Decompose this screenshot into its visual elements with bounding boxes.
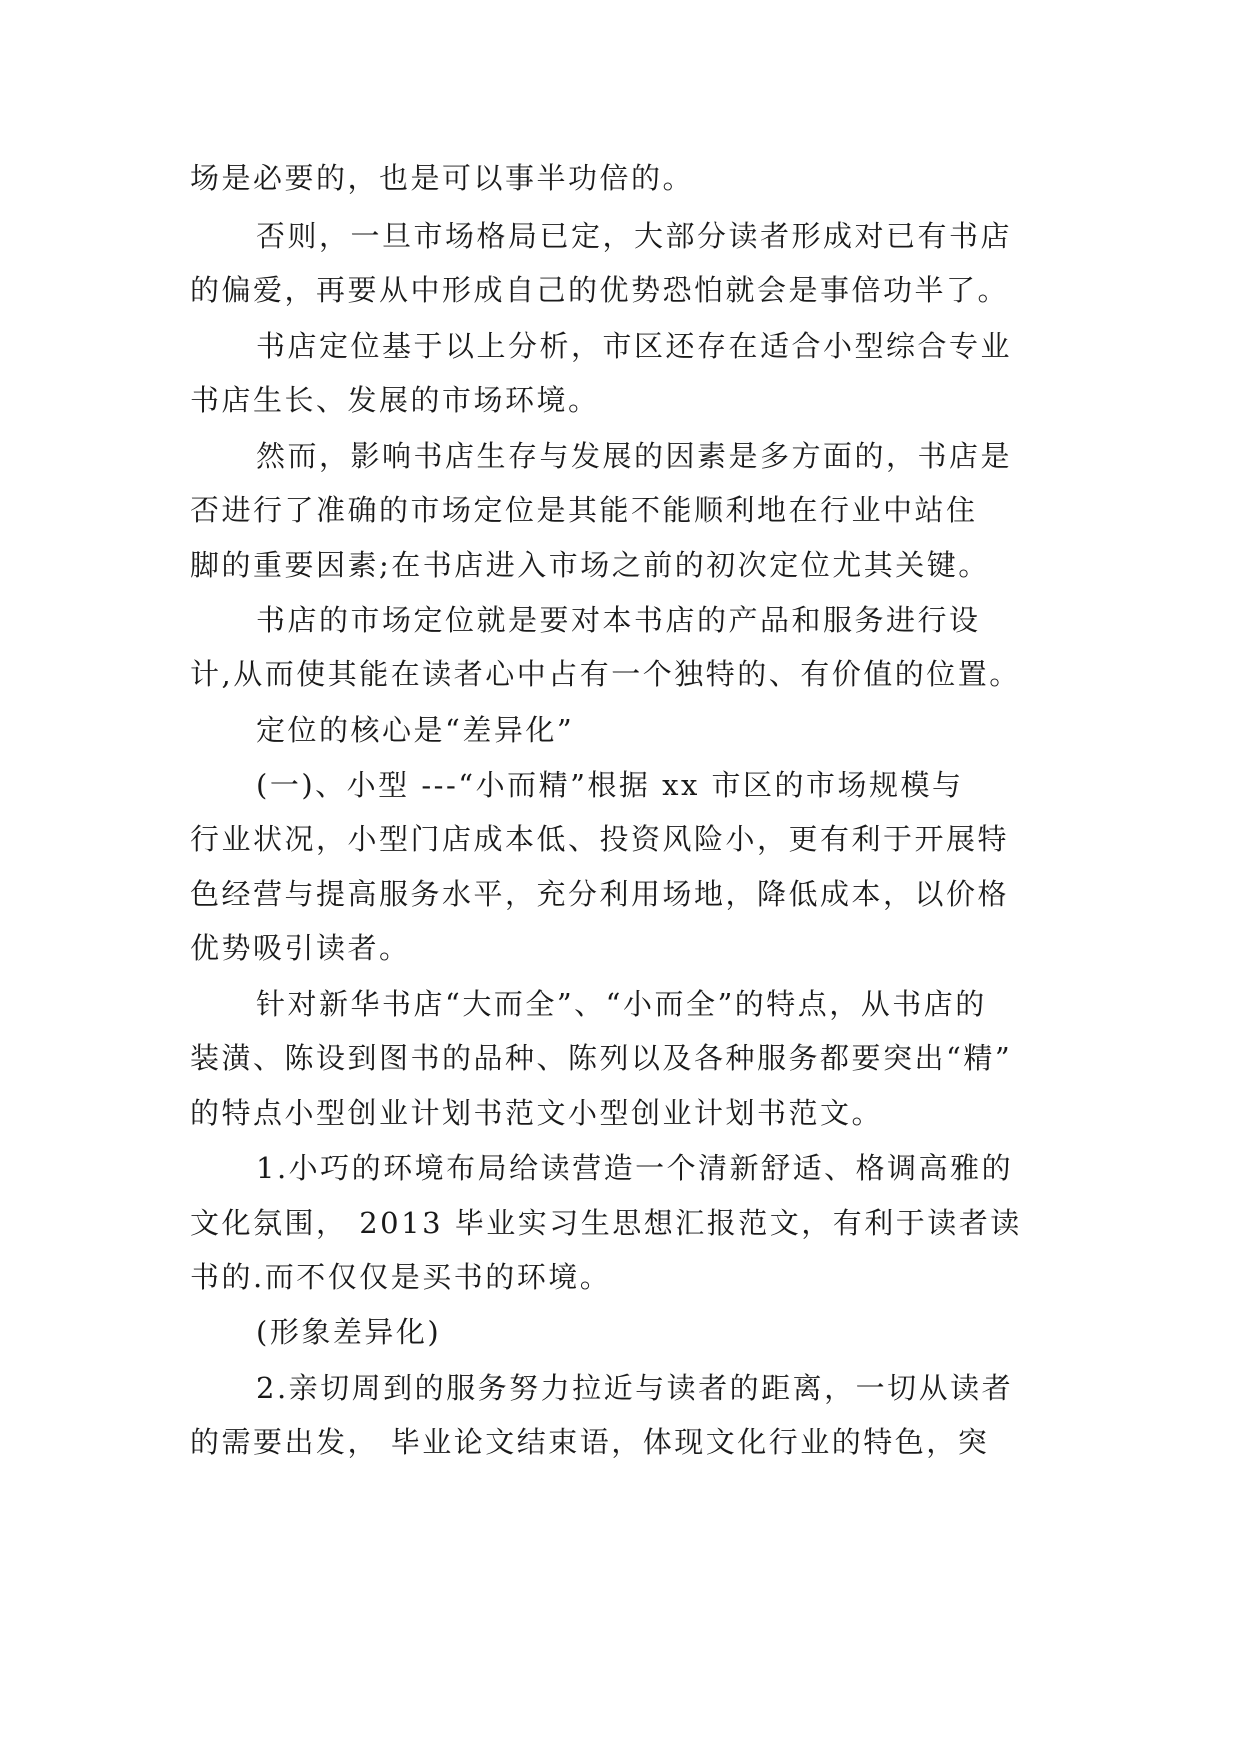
text-line: 行业状况，小型门店成本低、投资风险小，更有利于开展特	[190, 822, 1010, 856]
text-line: 然而，影响书店生存与发展的因素是多方面的，书店是	[256, 439, 1013, 473]
text-line: 否进行了准确的市场定位是其能不能顺利地在行业中站住	[190, 493, 978, 527]
text-line: 2.亲切周到的服务努力拉近与读者的距离，一切从读者	[256, 1371, 1014, 1405]
text-line: 书的.而不仅仅是买书的环境。	[190, 1260, 612, 1294]
text-line: 装潢、陈设到图书的品种、陈列以及各种服务都要突出“精”	[190, 1041, 1013, 1075]
text-line: (形象差异化)	[256, 1315, 442, 1349]
text-line: 色经营与提高服务水平，充分利用场地，降低成本，以价格	[190, 877, 1010, 911]
text-line: 优势吸引读者。	[190, 931, 411, 965]
text-line: (一)、小型 ---“小而精”根据 xx 市区的市场规模与	[256, 768, 964, 802]
text-line: 的偏爱，再要从中形成自己的优势恐怕就会是事倍功半了。	[190, 273, 1010, 307]
text-line: 脚的重要因素;在书店进入市场之前的初次定位尤其关键。	[190, 548, 990, 582]
text-line: 场是必要的，也是可以事半功倍的。	[190, 161, 695, 195]
text-line: 1.小巧的环境布局给读营造一个清新舒适、格调高雅的	[256, 1151, 1014, 1185]
text-line: 文化氛围， 2013 毕业实习生思想汇报范文，有利于读者读	[190, 1206, 1022, 1240]
text-line: 针对新华书店“大而全”、“小而全”的特点，从书店的	[256, 987, 987, 1021]
text-line: 定位的核心是“差异化”	[256, 713, 575, 747]
text-line: 的需要出发， 毕业论文结束语，体现文化行业的特色，突	[190, 1425, 990, 1459]
text-line: 书店定位基于以上分析，市区还存在适合小型综合专业	[256, 329, 1013, 363]
text-line: 书店的市场定位就是要对本书店的产品和服务进行设	[256, 603, 981, 637]
text-line: 的特点小型创业计划书范文小型创业计划书范文。	[190, 1096, 884, 1130]
text-line: 书店生长、发展的市场环境。	[190, 383, 600, 417]
text-line: 计,从而使其能在读者心中占有一个独特的、有价值的位置。	[190, 657, 1021, 691]
text-line: 否则，一旦市场格局已定，大部分读者形成对已有书店	[256, 219, 1013, 253]
